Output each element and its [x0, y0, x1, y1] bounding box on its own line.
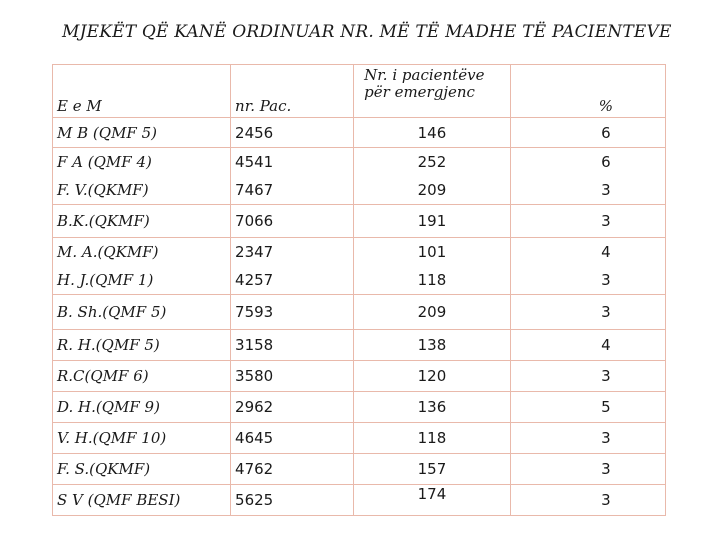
cell-patients: 4762 [231, 454, 354, 485]
table-row [53, 148, 666, 205]
cell-doctor: F. S.(QKMF) [53, 454, 231, 485]
table-header-row [53, 65, 666, 118]
cell-patients: 4645 [231, 423, 354, 454]
table-row [53, 205, 666, 238]
cell-percent: 6 [510, 118, 665, 148]
cell-patients: 2456 [231, 118, 354, 148]
cell-emergency: 157 [354, 454, 511, 485]
cell-emergency: 174 [354, 485, 511, 516]
cell-emergency: 118 [417, 271, 447, 289]
table-row [53, 238, 666, 295]
cell-patients: 2962 [231, 392, 354, 423]
cell-doctor: R. H.(QMF 5) [53, 330, 231, 361]
cell-doctor: H. J.(QMF 1) [57, 271, 154, 289]
cell-percent: 6 [601, 153, 611, 171]
cell-doctor: V. H.(QMF 10) [53, 423, 231, 454]
cell-emergency: 136 [354, 392, 511, 423]
cell-doctor: R.C(QMF 6) [53, 361, 231, 392]
cell-patients-pair [231, 148, 354, 205]
cell-emergency-pair [354, 148, 511, 205]
cell-doctor: B.K.(QKMF) [53, 205, 231, 238]
table-row [53, 423, 666, 454]
cell-doctor: M B (QMF 5) [53, 118, 231, 148]
cell-percent: 3 [510, 361, 665, 392]
table-row [53, 330, 666, 361]
cell-percent-pair [510, 148, 665, 205]
header-doctor: E e M [53, 65, 231, 118]
cell-doctor-pair [53, 238, 231, 295]
cell-percent: 3 [510, 423, 665, 454]
header-patients: nr. Pac. [231, 65, 354, 118]
cell-doctor: F. V.(QKMF) [57, 181, 149, 199]
cell-percent-pair [510, 238, 665, 295]
header-percent: % [510, 65, 665, 118]
table-row [53, 295, 666, 330]
cell-patients: 2347 [235, 243, 274, 261]
cell-emergency: 101 [417, 243, 447, 261]
cell-percent: 3 [510, 485, 665, 516]
cell-patients: 7467 [235, 181, 274, 199]
cell-emergency: 120 [354, 361, 511, 392]
cell-percent: 5 [510, 392, 665, 423]
cell-percent: 4 [601, 243, 611, 261]
cell-patients: 5625 [231, 485, 354, 516]
cell-emergency: 146 [354, 118, 511, 148]
table-row [53, 118, 666, 148]
cell-patients: 7066 [231, 205, 354, 238]
page-title: MJEKËT QË KANË ORDINUAR NR. MË TË MADHE TË PACIENTEVE [62, 22, 672, 42]
header-emergency: Nr. i pacientëve për emergjenc [354, 65, 511, 118]
cell-doctor: D. H.(QMF 9) [53, 392, 231, 423]
cell-emergency: 209 [417, 181, 447, 199]
cell-percent: 3 [510, 295, 665, 330]
cell-doctor: F A (QMF 4) [57, 153, 152, 171]
cell-percent: 3 [510, 454, 665, 485]
cell-patients: 4541 [235, 153, 274, 171]
cell-doctor: S V (QMF BESI) [53, 485, 231, 516]
cell-percent: 3 [601, 181, 611, 199]
cell-patients: 3580 [231, 361, 354, 392]
cell-emergency: 138 [354, 330, 511, 361]
cell-patients: 7593 [231, 295, 354, 330]
cell-patients: 3158 [231, 330, 354, 361]
cell-percent: 3 [510, 205, 665, 238]
cell-emergency: 209 [354, 295, 511, 330]
cell-patients: 4257 [235, 271, 274, 289]
cell-emergency-pair [354, 238, 511, 295]
table-row [53, 392, 666, 423]
cell-emergency: 118 [354, 423, 511, 454]
cell-percent: 4 [510, 330, 665, 361]
cell-emergency: 191 [354, 205, 511, 238]
cell-doctor-pair [53, 148, 231, 205]
doctors-table [52, 64, 666, 516]
table-row [53, 361, 666, 392]
table-row [53, 485, 666, 516]
cell-doctor: M. A.(QKMF) [57, 243, 159, 261]
cell-patients-pair [231, 238, 354, 295]
table-row [53, 454, 666, 485]
cell-percent: 3 [601, 271, 611, 289]
cell-emergency: 252 [417, 153, 447, 171]
cell-doctor: B. Sh.(QMF 5) [53, 295, 231, 330]
